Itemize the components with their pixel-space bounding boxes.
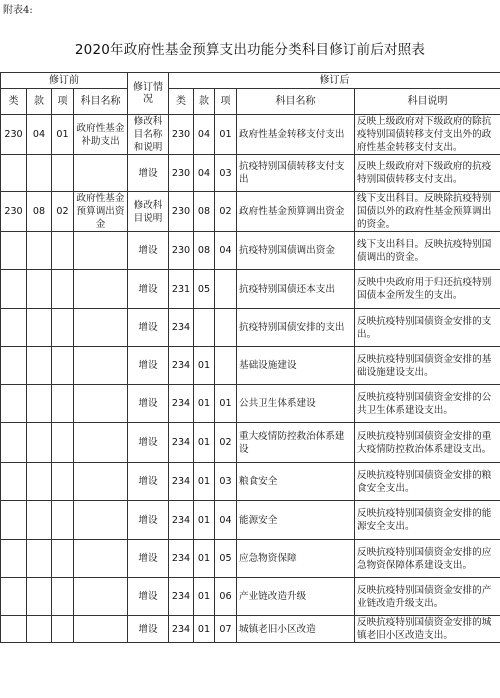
cell-situation: 增设 (128, 309, 169, 347)
header-col-desc-after: 科目说明 (355, 89, 500, 115)
cell-xiang-before (52, 616, 74, 643)
cell-desc-after: 反映抗疫特别国债资金安排的产业链改造升级支出。 (355, 578, 500, 616)
cell-desc-after: 反映抗疫特别国债资金安排的城镇老旧小区改造支出。 (355, 616, 500, 643)
cell-name-after: 能源安全 (237, 501, 355, 540)
cell-situation: 增设 (128, 501, 169, 540)
cell-kuan-after: 04 (194, 155, 215, 192)
table-row (1, 232, 500, 270)
cell-desc-after: 反映抗疫特别国债资金安排的支出。 (355, 309, 500, 347)
cell-name-after: 政府性基金预算调出资金 (237, 192, 355, 232)
header-row-columns (1, 89, 500, 115)
cell-xiang-before (52, 501, 74, 540)
table-row (1, 578, 500, 616)
cell-kuan-before (27, 270, 52, 309)
cell-kuan-before (27, 463, 52, 501)
cell-name-after: 重大疫情防控救治体系建设 (237, 423, 355, 463)
cell-desc-after: 反映上级政府对下级政府的抗疫特别国债转移支付支出。 (355, 155, 500, 192)
header-col-lei-after: 类 (169, 89, 194, 115)
cell-lei-before (1, 155, 27, 192)
cell-kuan-after: 01 (194, 578, 215, 616)
cell-name-before (74, 540, 128, 578)
cell-xiang-after (215, 309, 237, 347)
cell-name-after: 抗疫特别国债安排的支出 (237, 309, 355, 347)
table-row (1, 155, 500, 192)
cell-lei-after: 230 (169, 232, 194, 270)
cell-kuan-before (27, 385, 52, 423)
cell-name-before (74, 423, 128, 463)
table-row (1, 347, 500, 385)
header-col-xiang-before: 项 (52, 89, 74, 115)
header-col-kuan-after: 款 (194, 89, 215, 115)
cell-name-before: 政府性基金补助支出 (74, 115, 128, 155)
document-title: 2020年政府性基金预算支出功能分类科目修订前后对照表 (74, 42, 426, 58)
cell-kuan-after: 01 (194, 385, 215, 423)
cell-xiang-before (52, 463, 74, 501)
cell-xiang-after: 06 (215, 578, 237, 616)
cell-name-after: 政府性基金转移支付支出 (237, 115, 355, 155)
cell-xiang-before: 01 (52, 115, 74, 155)
cell-lei-before (1, 385, 27, 423)
table-row (1, 423, 500, 463)
cell-desc-after: 反映抗疫特别国债资金安排的公共卫生体系建设支出。 (355, 385, 500, 423)
cell-xiang-before (52, 540, 74, 578)
cell-desc-after: 反映上级政府对下级政府的除抗疫特别国债转移支付支出外的政府性基金转移支付支出。 (355, 115, 500, 155)
cell-lei-before (1, 463, 27, 501)
cell-name-before (74, 501, 128, 540)
table-row (1, 540, 500, 578)
cell-name-after: 公共卫生体系建设 (237, 385, 355, 423)
cell-kuan-before (27, 578, 52, 616)
cell-lei-after: 234 (169, 616, 194, 643)
table-row (1, 501, 500, 540)
cell-lei-after: 234 (169, 347, 194, 385)
cell-kuan-after: 08 (194, 232, 215, 270)
cell-desc-after: 反映抗疫特别国债资金安排的能源安全支出。 (355, 501, 500, 540)
header-col-lei-before: 类 (1, 89, 27, 115)
cell-lei-after: 234 (169, 501, 194, 540)
cell-kuan-after: 08 (194, 192, 215, 232)
cell-kuan-after: 01 (194, 540, 215, 578)
cell-kuan-before (27, 309, 52, 347)
header-col-xiang-after: 项 (215, 89, 237, 115)
cell-xiang-after: 02 (215, 192, 237, 232)
cell-name-before (74, 270, 128, 309)
cell-kuan-before: 08 (27, 192, 52, 232)
cell-lei-after: 234 (169, 423, 194, 463)
cell-name-before: 政府性基金预算调出资金 (74, 192, 128, 232)
header-after: 修订后 (169, 73, 500, 89)
cell-name-after: 抗疫特别国债调出资金 (237, 232, 355, 270)
cell-name-after: 城镇老旧小区改造 (237, 616, 355, 643)
cell-kuan-after: 01 (194, 463, 215, 501)
cell-xiang-after: 03 (215, 155, 237, 192)
cell-kuan-before (27, 423, 52, 463)
cell-name-after: 基础设施建设 (237, 347, 355, 385)
cell-kuan-before (27, 347, 52, 385)
cell-kuan-after (194, 309, 215, 347)
cell-name-before (74, 578, 128, 616)
cell-xiang-after (215, 347, 237, 385)
cell-lei-after: 231 (169, 270, 194, 309)
cell-kuan-before (27, 501, 52, 540)
cell-lei-before (1, 501, 27, 540)
cell-xiang-before (52, 270, 74, 309)
header-col-name-after: 科目名称 (237, 89, 355, 115)
cell-name-before (74, 347, 128, 385)
cell-xiang-after: 01 (215, 385, 237, 423)
cell-xiang-before: 02 (52, 192, 74, 232)
cell-lei-before (1, 347, 27, 385)
cell-kuan-after: 04 (194, 115, 215, 155)
table-row (1, 385, 500, 423)
cell-name-after: 应急物资保障 (237, 540, 355, 578)
cell-name-before (74, 309, 128, 347)
header-col-kuan-before: 款 (27, 89, 52, 115)
cell-xiang-before (52, 232, 74, 270)
header-col-name-before: 科目名称 (74, 89, 128, 115)
cell-lei-before (1, 616, 27, 643)
cell-kuan-before (27, 540, 52, 578)
cell-name-before (74, 155, 128, 192)
cell-name-after: 抗疫特别国债还本支出 (237, 270, 355, 309)
cell-name-before (74, 232, 128, 270)
cell-xiang-after: 03 (215, 463, 237, 501)
cell-name-after: 粮食安全 (237, 463, 355, 501)
cell-situation: 增设 (128, 423, 169, 463)
cell-kuan-after: 01 (194, 347, 215, 385)
cell-lei-after: 234 (169, 463, 194, 501)
comparison-table (0, 72, 500, 643)
cell-lei-after: 230 (169, 192, 194, 232)
cell-lei-before (1, 232, 27, 270)
cell-kuan-after: 01 (194, 616, 215, 643)
table-row (1, 192, 500, 232)
cell-kuan-after: 01 (194, 501, 215, 540)
cell-situation: 增设 (128, 155, 169, 192)
cell-lei-before (1, 270, 27, 309)
cell-kuan-before: 04 (27, 115, 52, 155)
cell-lei-after: 234 (169, 385, 194, 423)
header-situation: 修订情况 (128, 73, 169, 115)
cell-desc-after: 反映中央政府用于归还抗疫特别国债本金所发生的支出。 (355, 270, 500, 309)
cell-xiang-after: 07 (215, 616, 237, 643)
cell-name-before (74, 463, 128, 501)
cell-situation: 增设 (128, 540, 169, 578)
cell-xiang-after: 01 (215, 115, 237, 155)
cell-lei-before: 230 (1, 192, 27, 232)
cell-name-before (74, 385, 128, 423)
cell-name-after: 产业链改造升级 (237, 578, 355, 616)
cell-situation: 增设 (128, 616, 169, 643)
attachment-note: 附表4: (3, 5, 33, 16)
cell-desc-after: 反映抗疫特别国债资金安排的重大疫情防控救治体系建设支出。 (355, 423, 500, 463)
table-row (1, 463, 500, 501)
cell-kuan-before (27, 155, 52, 192)
cell-lei-before: 230 (1, 115, 27, 155)
cell-xiang-before (52, 385, 74, 423)
cell-situation: 增设 (128, 270, 169, 309)
cell-situation: 增设 (128, 232, 169, 270)
cell-kuan-after: 01 (194, 423, 215, 463)
cell-desc-after: 反映抗疫特别国债资金安排的粮食安全支出。 (355, 463, 500, 501)
cell-desc-after: 线下支出科目。反映抗疫特别国债调出的资金。 (355, 232, 500, 270)
cell-situation: 修改科目说明 (128, 192, 169, 232)
cell-lei-after: 234 (169, 540, 194, 578)
cell-xiang-after: 05 (215, 540, 237, 578)
cell-xiang-before (52, 309, 74, 347)
cell-lei-after: 230 (169, 115, 194, 155)
cell-lei-after: 234 (169, 578, 194, 616)
header-row-groups (1, 73, 500, 89)
cell-desc-after: 反映抗疫特别国债资金安排的应急物资保障体系建设支出。 (355, 540, 500, 578)
cell-situation: 增设 (128, 463, 169, 501)
cell-xiang-before (52, 347, 74, 385)
cell-desc-after: 反映抗疫特别国债资金安排的基础设施建设支出。 (355, 347, 500, 385)
cell-lei-before (1, 578, 27, 616)
cell-name-before (74, 616, 128, 643)
cell-situation: 增设 (128, 347, 169, 385)
cell-desc-after: 线下支出科目。反映除抗疫特别国债以外的政府性基金预算调出的资金。 (355, 192, 500, 232)
cell-kuan-after: 05 (194, 270, 215, 309)
table-row (1, 616, 500, 643)
cell-lei-before (1, 423, 27, 463)
cell-lei-after: 234 (169, 309, 194, 347)
cell-situation: 增设 (128, 578, 169, 616)
table-row (1, 270, 500, 309)
cell-kuan-before (27, 616, 52, 643)
cell-situation: 修改科目名称和说明 (128, 115, 169, 155)
cell-xiang-before (52, 423, 74, 463)
cell-situation: 增设 (128, 385, 169, 423)
table-row (1, 115, 500, 155)
cell-xiang-after: 02 (215, 423, 237, 463)
cell-lei-after: 230 (169, 155, 194, 192)
cell-xiang-after (215, 270, 237, 309)
table-row (1, 309, 500, 347)
cell-xiang-before (52, 155, 74, 192)
cell-name-after: 抗疫特别国债转移支付支出 (237, 155, 355, 192)
header-before: 修订前 (1, 73, 128, 89)
cell-lei-before (1, 309, 27, 347)
cell-lei-before (1, 540, 27, 578)
cell-kuan-before (27, 232, 52, 270)
cell-xiang-after: 04 (215, 501, 237, 540)
cell-xiang-after: 04 (215, 232, 237, 270)
cell-xiang-before (52, 578, 74, 616)
